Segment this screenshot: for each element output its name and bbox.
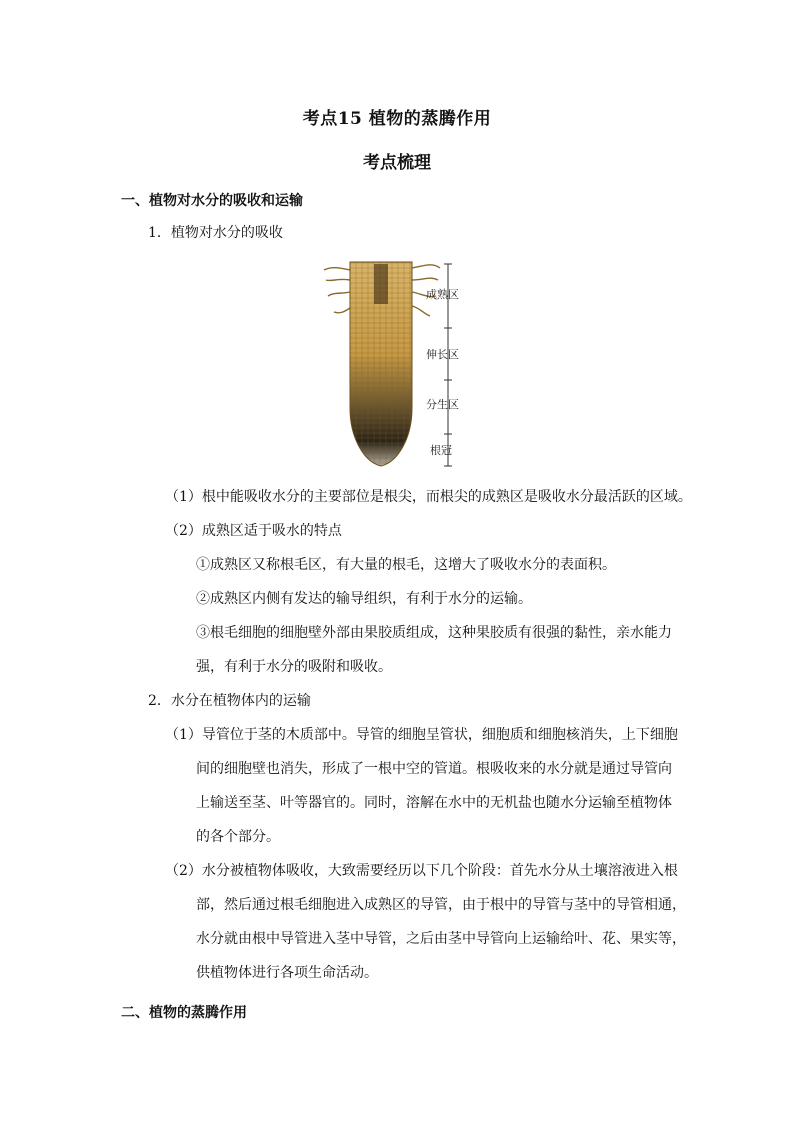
paragraph-2c-line2: 强，有利于水分的吸附和吸收。 <box>196 659 392 675</box>
paragraph-4-line2: 部，然后通过根毛细胞进入成熟区的导管，由于根中的导管与茎中的导管相通， <box>196 897 686 913</box>
item-title-2: 2．水分在植物体内的运输 <box>148 693 311 709</box>
page-title: 考点15 植物的蒸腾作用 <box>302 109 492 129</box>
paragraph-4-line1: （2）水分被植物体吸收，大致需要经历以下几个阶段：首先水分从土壤溶液进入根 <box>165 863 678 879</box>
section-heading-2: 二、植物的蒸腾作用 <box>121 1005 247 1021</box>
paragraph-2: （2）成熟区适于吸水的特点 <box>165 523 342 539</box>
paragraph-4-line4: 供植物体进行各项生命活动。 <box>196 965 378 981</box>
page-subtitle: 考点梳理 <box>363 153 431 173</box>
item-title-1: 1．植物对水分的吸收 <box>148 225 283 241</box>
paragraph-2b: ②成熟区内侧有发达的输导组织，有利于水分的运输。 <box>196 591 532 607</box>
paragraph-2c-line1: ③根毛细胞的细胞壁外部由果胶质组成，这种果胶质有很强的黏性，亲水能力 <box>196 625 672 641</box>
paragraph-3-line1: （1）导管位于茎的木质部中。导管的细胞呈管状，细胞质和细胞核消失，上下细胞 <box>165 727 678 743</box>
label-maturation-zone: 成熟区 <box>426 288 459 301</box>
root-tip-figure <box>320 258 480 470</box>
paragraph-2a: ①成熟区又称根毛区，有大量的根毛，这增大了吸收水分的表面积。 <box>196 557 616 573</box>
paragraph-4-line3: 水分就由根中导管进入茎中导管，之后由茎中导管向上运输给叶、花、果实等， <box>196 931 686 947</box>
label-elongation-zone: 伸长区 <box>426 348 459 361</box>
label-meristem-zone: 分生区 <box>426 398 459 411</box>
section-heading-1: 一、植物对水分的吸收和运输 <box>121 193 303 209</box>
label-root-cap: 根冠 <box>430 444 452 457</box>
paragraph-3-line3: 上输送至茎、叶等器官的。同时，溶解在水中的无机盐也随水分运输至植物体 <box>196 795 672 811</box>
paragraph-3-line4: 的各个部分。 <box>196 829 280 845</box>
paragraph-1: （1）根中能吸收水分的主要部位是根尖，而根尖的成熟区是吸收水分最活跃的区域。 <box>165 489 692 505</box>
paragraph-3-line2: 间的细胞壁也消失，形成了一根中空的管道。根吸收来的水分就是通过导管向 <box>196 761 672 777</box>
